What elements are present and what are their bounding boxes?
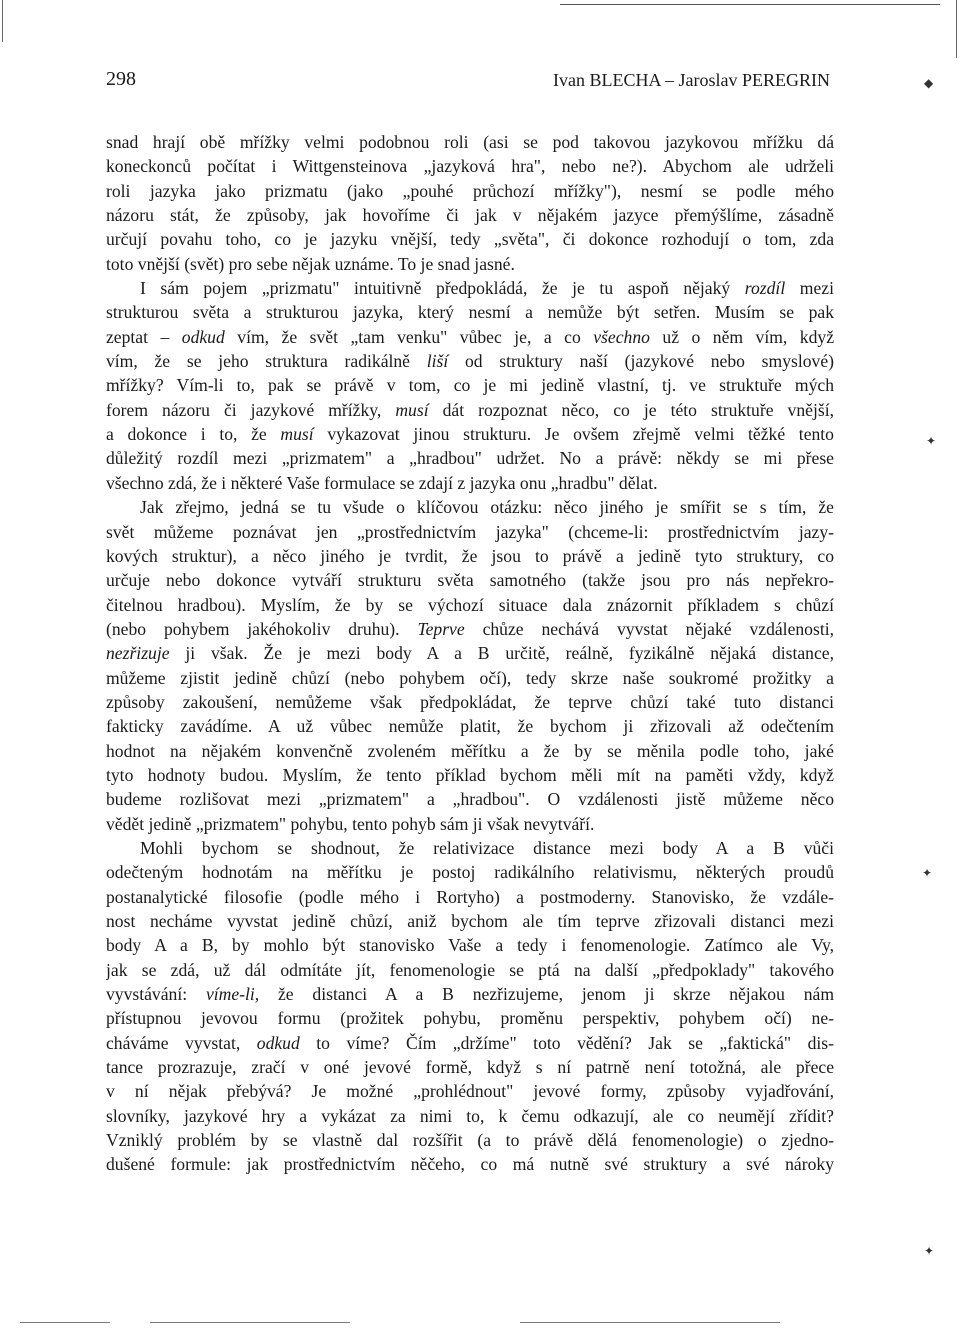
text-line: tance prozrazuje, zračí v oné jevové formě, když s ní patrně není totožná, ale přece: [106, 1057, 834, 1078]
margin-mark: ✦: [924, 1244, 935, 1258]
text-line: forem názoru či jazykové mřížky, musí dát rozpoznat něco, co je této struktuře vnější,: [106, 399, 834, 420]
text-line: názoru stát, že způsoby, jak hovoříme či jak v nějakém jazyce přemýšlíme, zásadně: [106, 205, 834, 226]
text-line: toto vnější (svět) pro sebe nějak uznáme. To je snad jasné.: [106, 253, 515, 274]
scan-right-edge: [956, 0, 957, 58]
scan-bottom-rule: [150, 1322, 350, 1323]
emphasis: odkud: [256, 1032, 300, 1053]
text-line: důležitý rozdíl mezi „prizmatem" a „hradbou" udržet. No a právě: někdy se mi přese: [106, 448, 834, 469]
emphasis: musí: [280, 424, 314, 445]
text-line: postanalytické filosofie (podle mého i Rortyho) a postmoderny. Stanovisko, že vzdále-: [106, 886, 834, 907]
scan-top-rule: [560, 4, 940, 5]
text-line: body A a B, by mohlo být stanovisko Vaše a tedy i fenomenologie. Zatímco ale Vy,: [106, 935, 834, 956]
text-line: čitelnou hradbou). Myslím, že by se výchozí situace dala znázornit příkladem s chůzí: [106, 594, 834, 615]
text-line: a dokonce i to, že musí vykazovat jinou strukturu. Je ovšem zřejmě velmi těžké tento: [106, 424, 834, 445]
text-line: vědět jedině „prizmatem" pohybu, tento pohyb sám ji však nevytváří.: [106, 813, 595, 834]
emphasis: Teprve: [417, 618, 465, 639]
text-line: fakticky zavádíme. A už vůbec nemůže platit, že bychom ji zřizovali až odečtením: [106, 716, 834, 737]
text-line: vyvstávání: víme-li, že distanci A a B nezřizujeme, jenom ji skrze nějakou nám: [106, 984, 834, 1005]
scan-bottom-rule: [20, 1322, 110, 1323]
text-line: mřížky? Vím-li to, pak se právě v tom, co je mi jedině vlastní, tj. ve struktuře mých: [106, 375, 834, 396]
text-line: vím, že se jeho struktura radikálně liší od struktury naší (jazykové nebo smyslové): [106, 351, 834, 372]
emphasis: liší: [426, 351, 449, 372]
running-head: Ivan BLECHA – Jaroslav PEREGRIN: [553, 70, 830, 90]
text-line: cháváme vyvstat, odkud to víme? Čím „držíme" toto vědění? Jak se „faktická" dis-: [106, 1032, 834, 1053]
text-line: snad hrají obě mřížky velmi podobnou roli (asi se pod takovou jazykovou mřížku dá: [106, 132, 834, 152]
text-line: určují povahu toho, co je jazyku vnější, tedy „světa", či dokonce rozhodují o tom, zda: [106, 229, 834, 250]
text-line: I sám pojem „prizmatu" intuitivně předpokládá, že je tu aspoň nějaký rozdíl mezi: [140, 278, 834, 299]
emphasis: odkud: [181, 326, 225, 347]
text-line: hodnot na nějakém konvenčně zvoleném měřítku a že by se měnila podle toho, jaké: [106, 740, 834, 761]
text-line: můžeme zjistit jedině chůzí (nebo pohybem očí), tedy skrze naše soukromé prožitky a: [106, 667, 834, 688]
scan-bottom-rule: [520, 1322, 780, 1323]
text-line: všechno zdá, že i některé Vaše formulace se zdají z jazyka onu „hradbu" dělat.: [106, 472, 658, 493]
text-line: v ní nějak přebývá? Je možné „prohlédnout" jevové formy, způsoby vyjadřování,: [106, 1081, 834, 1102]
text-line: svět můžeme poznávat jen „prostřednictvím jazyka" (chceme-li: prostřednictvím jazy-: [106, 521, 834, 542]
text-line: slovníky, jazykové hry a vykázat za nimi to, k čemu odkazují, ale co neumějí zřídit?: [106, 1105, 834, 1126]
text-line: jak se zdá, už dál odmítáte jít, fenomenologie se ptá na další „předpoklady" takového: [106, 959, 834, 980]
text-line: roli jazyka jako prizmatu (jako „pouhé průchozí mřížky"), nesmí se podle mého: [106, 180, 834, 201]
emphasis: nezřizuje: [106, 643, 170, 664]
emphasis: víme-li,: [205, 984, 260, 1005]
text-line: koneckonců počítat i Wittgensteinova „jazyková hra", nebo ne?). Abychom ale udrželi: [106, 156, 834, 177]
text-line: Mohli bychom se shodnout, že relativizace distance mezi body A a B vůči: [140, 837, 834, 858]
margin-mark: ✦: [926, 434, 937, 448]
text-line: strukturou světa a strukturou jazyka, který nesmí a nemůže být setřen. Musím se pak: [106, 302, 834, 323]
text-line: zeptat – odkud vím, že svět „tam venku" vůbec je, a co všechno už o něm vím, když: [106, 326, 834, 347]
margin-mark: ✦: [922, 866, 933, 880]
emphasis: musí: [395, 399, 429, 420]
text-line: odečteným hodnotám na měřítku je postoj radikálního relativismu, některých proudů: [106, 862, 834, 883]
text-line: nezřizuje ji však. Že je mezi body A a B určitě, reálně, fyzikálně nějaká distance,: [106, 643, 834, 664]
text-line: nost necháme vyvstat jedině chůzí, aniž bychom ale tím teprve zřizovali distanci mezi: [106, 911, 834, 931]
emphasis: rozdíl: [744, 278, 786, 299]
text-line: kových struktur), a něco jiného je tvrdit, že jsou to právě a jedině tyto struktury, co: [106, 545, 834, 566]
text-line: způsoby zakoušení, nemůžeme však předpokládat, že teprve chůzí také tuto distanci: [106, 691, 834, 712]
emphasis: všechno: [593, 326, 650, 347]
text-line: dušené formule: jak prostřednictvím něčeho, co má nutně své struktury a své nároky: [106, 1154, 834, 1175]
text-line: Vzniklý problém by se vlastně dal rozšířit (a to právě dělá fenomenologie) o zjedno-: [106, 1130, 834, 1151]
text-line: určuje nebo dokonce vytváří strukturu světa samotného (takže jsou pro nás nepřekro-: [106, 570, 834, 591]
text-line: budeme rozlišovat mezi „prizmatem" a „hradbou". O vzdálenosti jistě můžeme něco: [106, 789, 834, 810]
text-line: tyto hodnoty budou. Myslím, že tento příklad bychom měli mít na paměti vždy, když: [106, 764, 834, 785]
body-text: [106, 130, 834, 1177]
margin-mark: ◆: [924, 76, 934, 90]
text-line: Jak zřejmo, jedná se tu všude o klíčovou otázku: něco jiného je smířit se s tím, že: [140, 497, 834, 518]
scan-left-edge: [2, 0, 3, 42]
page-number: 298: [106, 68, 136, 90]
text-line: přístupnou jevovou formu (prožitek pohybu, proměnu perspektiv, pohybem očí) ne-: [106, 1008, 834, 1029]
text-line: (nebo pohybem jakéhokoliv druhu). Teprve chůze nechává vyvstat nějaké vzdálenosti,: [106, 618, 834, 639]
